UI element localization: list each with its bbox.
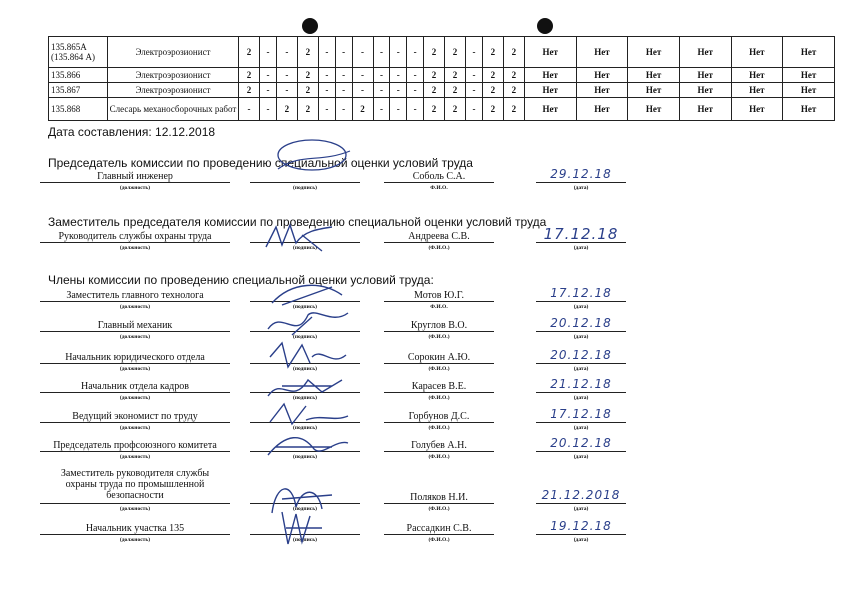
date-line <box>536 534 626 535</box>
signature-line <box>250 182 360 183</box>
member-name: Сорокин А.Ю. <box>407 352 471 363</box>
table-cell: Нет <box>628 83 680 98</box>
punch-hole-left <box>302 18 318 34</box>
table-cell: Нет <box>679 83 731 98</box>
name-line <box>384 363 494 364</box>
members-heading: Члены комиссии по проведению специальной оценки условий труда: <box>48 273 434 287</box>
workplace-code: 135.866 <box>49 68 108 83</box>
table-cell: Нет <box>783 98 835 121</box>
table-cell: Нет <box>576 83 628 98</box>
member-position: Председатель профсоюзного комитета <box>53 440 217 451</box>
name-caption: (Ф.И.О.) <box>428 245 450 251</box>
table-cell: 2 <box>503 98 524 121</box>
date-caption: (дата) <box>573 425 589 431</box>
workplace-code: 135.865А (135.864 А) <box>49 37 108 68</box>
position-caption: (должность) <box>119 185 151 191</box>
position-line <box>40 363 230 364</box>
member-date: 17.12.18 <box>550 407 612 421</box>
date-line <box>536 422 626 423</box>
table-cell: - <box>407 68 424 83</box>
table-cell: 2 <box>297 68 318 83</box>
table-cell: Нет <box>731 98 783 121</box>
date-caption: (дата) <box>573 506 589 512</box>
chair-position: Главный инженер <box>97 171 173 182</box>
table-cell: - <box>335 98 352 121</box>
table-cell: - <box>276 68 297 83</box>
member-row <box>0 468 867 512</box>
signature-caption: (подпись) <box>293 304 317 310</box>
table-cell: 2 <box>424 37 445 68</box>
table-cell: - <box>335 68 352 83</box>
deputy-name: Андреева С.В. <box>408 231 470 242</box>
member-signature <box>262 425 354 463</box>
member-row <box>0 316 867 354</box>
table-cell: Нет <box>524 83 576 98</box>
position-line <box>40 301 230 302</box>
table-cell: - <box>390 83 407 98</box>
date-line <box>536 392 626 393</box>
member-row <box>0 286 867 324</box>
date-caption: (дата) <box>573 366 589 372</box>
table-cell: - <box>260 68 277 83</box>
punch-hole-right <box>537 18 553 34</box>
member-position: Главный механик <box>97 320 173 331</box>
signature-caption: (подпись) <box>293 537 317 543</box>
position-line <box>40 182 230 183</box>
table-row <box>49 68 835 83</box>
table-cell: - <box>466 98 483 121</box>
member-name: Мотов Ю.Г. <box>414 290 464 301</box>
workplace-code: 135.868 <box>49 98 108 121</box>
table-cell: - <box>373 83 390 98</box>
table-cell: 2 <box>239 83 260 98</box>
position-line <box>40 242 230 243</box>
table-cell: - <box>318 83 335 98</box>
table-cell: 2 <box>503 37 524 68</box>
table-cell: Нет <box>524 68 576 83</box>
position-caption: (должность) <box>119 395 151 401</box>
member-date: 21.12.2018 <box>541 488 621 502</box>
table-cell: 2 <box>424 98 445 121</box>
member-position: Начальник юридического отдела <box>65 352 205 363</box>
table-cell: Нет <box>524 37 576 68</box>
table-row <box>49 98 835 121</box>
table-cell: Нет <box>783 83 835 98</box>
table-cell: - <box>335 37 352 68</box>
chair-row <box>0 167 867 205</box>
date-compiled: Дата составления: 12.12.2018 <box>48 125 216 139</box>
name-caption: (Ф.И.О.) <box>428 506 450 512</box>
table-cell: 2 <box>482 83 503 98</box>
member-position: Заместитель руководителя службы охраны труда по промышленной безопасности <box>60 468 210 501</box>
table-cell: - <box>407 98 424 121</box>
profession-cell: Электроэрозионист <box>108 83 239 98</box>
table-cell: 2 <box>445 37 466 68</box>
signature-caption: (подпись) <box>293 506 317 512</box>
table-cell: Нет <box>576 98 628 121</box>
position-line <box>40 392 230 393</box>
position-caption: (должность) <box>119 506 151 512</box>
table-cell: - <box>335 83 352 98</box>
member-position: Заместитель главного технолога <box>66 290 204 301</box>
table-cell: Нет <box>679 68 731 83</box>
table-cell: - <box>373 98 390 121</box>
profession-cell: Электроэрозионист <box>108 37 239 68</box>
deputy-heading: Заместитель председателя комиссии по проведению специальной оценки условий труда <box>48 215 547 229</box>
signature-caption: (подпись) <box>293 245 317 251</box>
table-cell: - <box>318 37 335 68</box>
results-table <box>48 36 835 121</box>
table-cell: Нет <box>731 83 783 98</box>
table-cell: 2 <box>482 37 503 68</box>
table-cell: Нет <box>628 68 680 83</box>
member-signature <box>262 508 354 546</box>
profession-cell: Слесарь механосборочных работ <box>108 98 239 121</box>
signature-caption: (подпись) <box>293 334 317 340</box>
position-caption: (должность) <box>119 425 151 431</box>
table-cell: Нет <box>679 98 731 121</box>
date-line <box>536 363 626 364</box>
date-line <box>536 331 626 332</box>
table-cell: - <box>260 98 277 121</box>
table-cell: 2 <box>276 98 297 121</box>
table-cell: Нет <box>524 98 576 121</box>
deputy-date: 17.12.18 <box>543 225 619 243</box>
date-caption: (дата) <box>573 185 589 191</box>
name-line <box>384 301 494 302</box>
name-caption: (Ф.И.О.) <box>428 395 450 401</box>
name-line <box>384 503 494 504</box>
table-cell: - <box>407 37 424 68</box>
table-cell: 2 <box>503 68 524 83</box>
member-date: 20.12.18 <box>550 316 612 330</box>
deputy-signature <box>262 217 354 255</box>
table-cell: - <box>466 68 483 83</box>
position-caption: (должность) <box>119 366 151 372</box>
workplace-code: 135.867 <box>49 83 108 98</box>
date-caption: (дата) <box>573 334 589 340</box>
table-cell: - <box>260 37 277 68</box>
member-name: Круглов В.О. <box>410 320 468 331</box>
table-cell: 2 <box>445 68 466 83</box>
table-cell: - <box>276 83 297 98</box>
name-caption: Ф.И.О. <box>430 185 448 191</box>
table-cell: Нет <box>731 68 783 83</box>
member-row <box>0 519 867 557</box>
position-caption: (должность) <box>119 245 151 251</box>
member-name: Голубев А.Н. <box>411 440 467 451</box>
chair-name: Соболь С.А. <box>412 171 466 182</box>
position-line <box>40 451 230 452</box>
table-cell: 2 <box>482 68 503 83</box>
table-cell: - <box>390 37 407 68</box>
table-cell: 2 <box>239 37 260 68</box>
table-cell: - <box>373 37 390 68</box>
table-cell: - <box>466 83 483 98</box>
table-cell: Нет <box>783 68 835 83</box>
table-cell: - <box>352 37 373 68</box>
name-caption: (Ф.И.О.) <box>428 537 450 543</box>
table-cell: Нет <box>783 37 835 68</box>
table-cell: - <box>318 98 335 121</box>
member-position: Ведущий экономист по труду <box>72 411 198 422</box>
table-cell: - <box>373 68 390 83</box>
table-cell: - <box>260 83 277 98</box>
signature-caption: (подпись) <box>293 425 317 431</box>
position-caption: (должность) <box>119 537 151 543</box>
table-cell: - <box>276 37 297 68</box>
date-caption: (дата) <box>573 537 589 543</box>
profession-cell: Электроэрозионист <box>108 68 239 83</box>
chair-date: 29.12.18 <box>550 167 612 181</box>
table-cell: 2 <box>445 83 466 98</box>
member-position: Начальник отдела кадров <box>81 381 189 392</box>
position-line <box>40 503 230 504</box>
date-caption: (дата) <box>573 304 589 310</box>
table-cell: 2 <box>297 98 318 121</box>
name-line <box>384 242 494 243</box>
signature-caption: (подпись) <box>293 395 317 401</box>
position-caption: (должность) <box>119 304 151 310</box>
name-line <box>384 422 494 423</box>
table-cell: - <box>239 98 260 121</box>
table-cell: 2 <box>352 98 373 121</box>
table-cell: Нет <box>731 37 783 68</box>
table-cell: 2 <box>297 37 318 68</box>
member-name: Карасев В.Е. <box>411 381 467 392</box>
name-caption: (Ф.И.О.) <box>428 425 450 431</box>
table-cell: Нет <box>576 37 628 68</box>
member-date: 20.12.18 <box>550 348 612 362</box>
table-cell: - <box>352 83 373 98</box>
position-line <box>40 534 230 535</box>
name-line <box>384 331 494 332</box>
member-name: Рассадкин С.В. <box>406 523 472 534</box>
name-caption: (Ф.И.О.) <box>428 334 450 340</box>
chair-heading: Председатель комиссии по проведению специальной оценки условий труда <box>48 156 473 170</box>
date-line <box>536 451 626 452</box>
table-cell: Нет <box>679 37 731 68</box>
table-cell: - <box>352 68 373 83</box>
member-date: 21.12.18 <box>550 377 612 391</box>
table-cell: - <box>407 83 424 98</box>
date-caption: (дата) <box>573 454 589 460</box>
member-position: Начальник участка 135 <box>85 523 185 534</box>
date-line <box>536 182 626 183</box>
deputy-row <box>0 225 867 265</box>
table-cell: 2 <box>503 83 524 98</box>
name-caption: (Ф.И.О.) <box>428 454 450 460</box>
member-name: Горбунов Д.С. <box>408 411 470 422</box>
name-line <box>384 451 494 452</box>
name-line <box>384 392 494 393</box>
date-caption: (дата) <box>573 245 589 251</box>
table-cell: 2 <box>424 68 445 83</box>
name-caption: Ф.И.О. <box>430 304 448 310</box>
position-caption: (должность) <box>119 334 151 340</box>
name-caption: (Ф.И.О.) <box>428 366 450 372</box>
date-line <box>536 301 626 302</box>
signature-caption: (подпись) <box>293 366 317 372</box>
name-line <box>384 182 494 183</box>
member-date: 19.12.18 <box>550 519 612 533</box>
table-cell: Нет <box>628 98 680 121</box>
signature-caption: (подпись) <box>293 185 317 191</box>
member-date: 20.12.18 <box>550 436 612 450</box>
signature-caption: (подпись) <box>293 454 317 460</box>
date-caption: (дата) <box>573 395 589 401</box>
table-cell: - <box>390 98 407 121</box>
table-row <box>49 83 835 98</box>
table-cell: 2 <box>445 98 466 121</box>
date-line <box>536 242 626 243</box>
table-cell: 2 <box>297 83 318 98</box>
table-cell: 2 <box>424 83 445 98</box>
table-cell: - <box>318 68 335 83</box>
member-name: Поляков Н.И. <box>410 492 468 503</box>
table-cell: Нет <box>628 37 680 68</box>
deputy-position: Руководитель службы охраны труда <box>58 231 212 242</box>
table-cell: - <box>390 68 407 83</box>
position-caption: (должность) <box>119 454 151 460</box>
table-cell: 2 <box>239 68 260 83</box>
chair-signature <box>270 133 362 171</box>
table-cell: - <box>466 37 483 68</box>
date-line <box>536 503 626 504</box>
table-row <box>49 37 835 68</box>
table-cell: Нет <box>576 68 628 83</box>
position-line <box>40 422 230 423</box>
name-line <box>384 534 494 535</box>
table-cell: 2 <box>482 98 503 121</box>
position-line <box>40 331 230 332</box>
member-row <box>0 377 867 415</box>
member-date: 17.12.18 <box>550 286 612 300</box>
